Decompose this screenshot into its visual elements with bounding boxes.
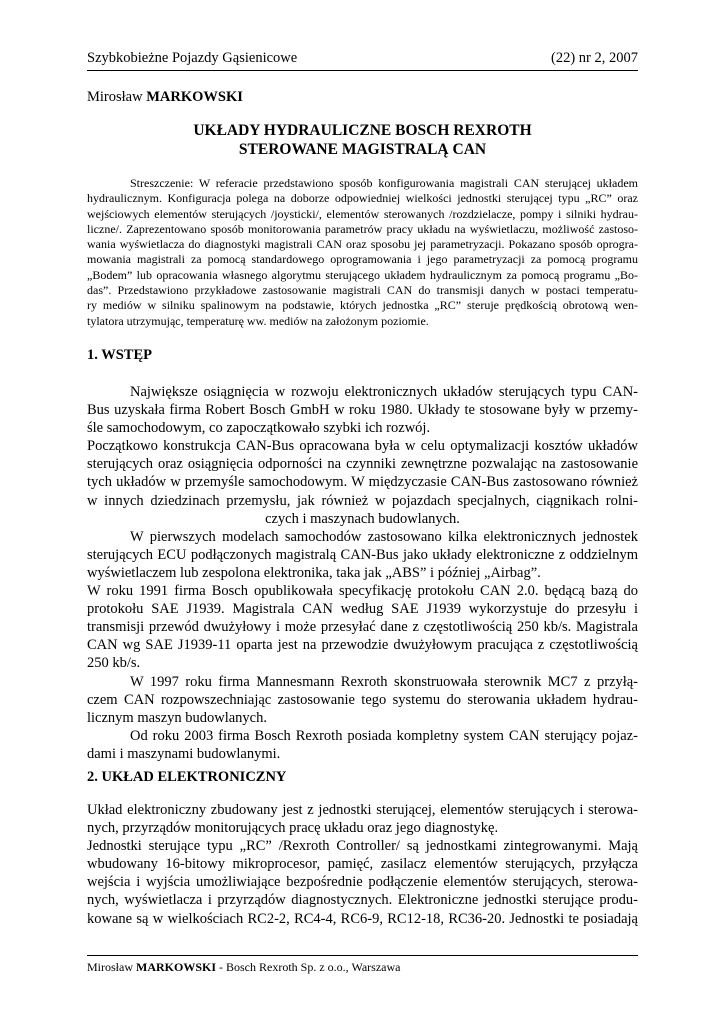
footer-rule	[87, 955, 638, 956]
text-line: wyświetlaczem lub zespolona elektronika, taka jak „ABS” i później „Airbag”.	[87, 564, 541, 581]
text-line: transmisji przewód dwużyłowy i może przesyłać dane z częstotliwością 250 kb/s. Magistrala	[87, 619, 638, 636]
issue-number: (22) nr 2, 2007	[551, 50, 638, 66]
abstract-line: hydraulicznym. Konfiguracja polega na doborze odpowiedniej wielkości jednostki sterującej typu „RC” oraz	[87, 191, 638, 206]
text-line: tych układów w przemyśle samochodowym. W międzyczasie CAN-Bus zastosowano również	[87, 474, 638, 491]
text-line: nych, przyrządów monitorujących pracę układu oraz jego diagnostykę.	[87, 820, 499, 837]
text-line: 250 kb/s.	[87, 655, 141, 672]
text-line: W pierwszych modelach samochodów zastosowano kilka elektronicznych jednostek	[130, 528, 638, 545]
text-line: sterujących ECU podłączonych magistralą CAN-Bus jako układy elektroniczne z oddzielnym	[87, 546, 638, 563]
abstract-line: Streszczenie: W referacie przedstawiono sposób konfigurowania magistrali CAN sterującej układem	[130, 176, 638, 190]
title-line: STEROWANE MAGISTRALĄ CAN	[238, 141, 487, 158]
abstract-line: tylatora utrzymując, temperaturę ww. mediów na założonym poziomie.	[87, 313, 429, 328]
running-header	[87, 50, 638, 70]
text-line: W 1997 roku firma Mannesmann Rexroth skonstruowała sterownik MC7 z przyłą-	[130, 673, 638, 690]
text-line: kowane są w wielkościach RC2-2, RC4-4, RC6-9, RC12-18, RC36-20. Jednostki te posiadają	[87, 910, 638, 927]
text-line: sterujących oraz osiągnięcia odporności na czynniki zewnętrzne pozwalając na zastosowanie	[87, 456, 638, 473]
text-line: Początkowo konstrukcja CAN-Bus opracowana była w celu optymalizacji kosztów układów	[87, 438, 638, 455]
abstract-line: das”. Przedstawiono przykładowe zastosowanie magistrali CAN do transmisji danych w postaci temperatu-	[87, 283, 638, 298]
author-first-name: Mirosław	[87, 89, 143, 105]
author-line	[87, 89, 243, 106]
running-footer	[87, 960, 400, 975]
text-line: CAN wg SAE J1939-11 oparta jest na przewodzie dwużyłowym pracująca z częstotliwością	[87, 637, 638, 654]
text-line: Bus uzyskała firma Robert Bosch GmbH w roku 1980. Układy te stosowane były w przemy-	[87, 402, 638, 419]
section-heading-intro: 1. WSTĘP	[87, 347, 153, 363]
header-rule	[87, 70, 638, 71]
abstract-line: liczne/. Zaprezentowano sposób monitorowania parametrów pracy układu na wyświetlaczu, możliwość zastoso-	[87, 221, 638, 236]
text-line: wbudowany 16-bitowy mikroprocesor, pamięć, zasilacz elementów sterujących, przyłącza	[87, 856, 638, 873]
abstract-line: ry mediów w silniku spalinowym na podstawie, których jednostka „RC” steruje prędkością obrotową wen-	[87, 298, 638, 313]
text-line: w innych dziedzinach przemysłu, jak również w pojazdach specjalnych, ciągnikach rolni-	[87, 492, 638, 509]
journal-name: Szybkobieżne Pojazdy Gąsienicowe	[87, 50, 298, 66]
text-line: dami i maszynami budowlanymi.	[87, 745, 281, 762]
text-line: protokołu SAE J1939. Magistrala CAN według SAE J1939 wykorzystuje do przesyłu i	[87, 601, 638, 618]
section-heading-electronics: 2. UKŁAD ELEKTRONICZNY	[87, 769, 287, 785]
section-body-electronics	[87, 801, 638, 928]
text-line: licznym maszyn budowlanych.	[87, 709, 267, 726]
text-line: Największe osiągnięcia w rozwoju elektronicznych układów sterujących typu CAN-	[130, 384, 638, 400]
text-line: Układ elektroniczny zbudowany jest z jednostki sterującej, elementów sterujących i sterowa-	[87, 802, 638, 818]
abstract-line: mowania magistrali za pomocą standardowego oprogramowania i jego parametryzacji za pomocą programu	[87, 252, 638, 267]
title-line: UKŁADY HYDRAULICZNE BOSCH REXROTH	[193, 122, 532, 139]
footer-author-last: MARKOWSKI	[136, 960, 217, 974]
text-line: Jednostki sterujące typu „RC” /Rexroth Controller/ są jednostkami zintegrowanymi. Mają	[87, 838, 638, 855]
footer-affiliation: - Bosch Rexroth Sp. z o.o., Warszawa	[216, 960, 401, 974]
paper-title	[87, 121, 638, 159]
text-line: czych i maszynach budowlanych.	[265, 510, 460, 527]
author-last-name: MARKOWSKI	[146, 89, 243, 105]
text-line: śle samochodowym, co zapoczątkowało szybki ich rozwój.	[87, 420, 431, 437]
text-line: Od roku 2003 firma Bosch Rexroth posiada kompletny system CAN sterujący pojaz-	[130, 727, 638, 744]
section-body-intro	[87, 383, 638, 763]
abstract-line: wania wyświetlacza do diagnostyki magistrali CAN oraz sposobu jej parametryzacji. Pokazano sposób oprogra-	[87, 237, 638, 252]
text-line: nych, wyświetlacza i przyrządów diagnostycznych. Elektroniczne jednostki sterujące produ-	[87, 892, 638, 909]
footer-author-first: Mirosław	[87, 960, 133, 974]
text-line: W roku 1991 firma Bosch opublikowała specyfikację protokołu CAN 2.0. będącą bazą do	[87, 583, 638, 600]
abstract	[87, 176, 638, 329]
text-line: czem CAN rozpowszechniając zastosowanie tego systemu do sterowania układem hydrau-	[87, 691, 638, 708]
abstract-line: „Bodem” lub opracowania własnego algorytmu sterującego układem hydraulicznym za pomocą programu „Bo-	[87, 267, 638, 282]
text-line: wejścia i wyjścia umożliwiające bezpośrednie podłączenie elementów sterujących, sterowa-	[87, 874, 638, 891]
abstract-line: wejściowych elementów sterujących /joysticki/, elementów sterowanych /rozdzielacze, pompy i silniki hydrau-	[87, 206, 638, 221]
